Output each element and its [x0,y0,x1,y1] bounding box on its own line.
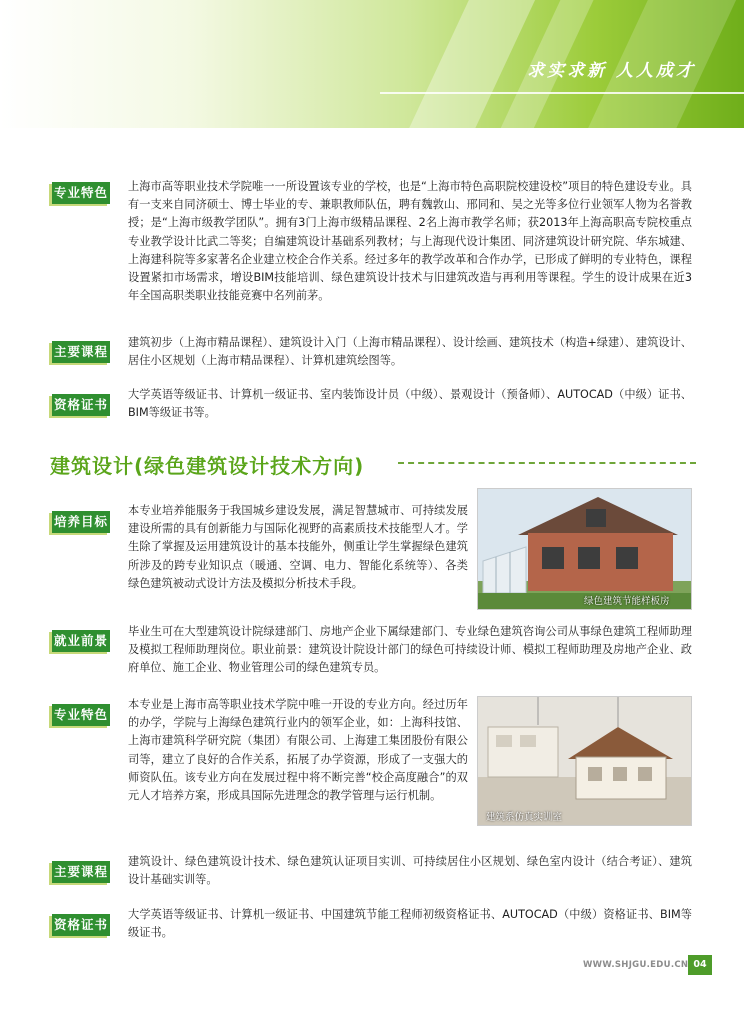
photo1-caption: 绿色建筑节能样板房 [584,596,670,607]
tag-features: 专业特色 [52,182,110,204]
employ-text: 毕业生可在大型建筑设计院绿建部门、房地产企业下属绿建部门、专业绿色建筑咨询公司从事绿色建筑工程师助理及模拟工程师助理岗位。职业前景：建筑设计院设计部门的绿色可持续设计师、模拟工程师助理及房地产企业、政府单位、施工企业、物业管理公司的绿色建筑专员。 [128,625,692,675]
cert2-text: 大学英语等级证书、计算机一级证书、中国建筑节能工程师初级资格证书、AUTOCAD（中级）资格证书、BIM等级证书。 [128,908,692,940]
motto: 求实求新 人人成才 [527,61,696,81]
studio-model-photo [477,696,692,826]
page-number: 04 [688,955,712,975]
banner-divider [380,92,744,94]
tag-employ: 就业前景 [52,630,110,652]
header-banner [0,0,744,128]
courses2-text: 建筑设计、绿色建筑设计技术、绿色建筑认证项目实训、可持续居住小区规划、绿色室内设计（结合考证）、建筑设计基础实训等。 [128,855,692,887]
goal-text: 本专业培养能服务于我国城乡建设发展，满足智慧城市、可持续发展建设所需的具有创新能力与国际化视野的高素质技术技能型人才。学生除了掌握及运用建筑设计的基本技能外，侧重让学生掌握绿色建筑所涉及的跨专业知识点（暖通、空调、电力、智能化系统等）、各类绿色建筑被动式设计方法及模拟分析技术手段。 [128,504,468,590]
tag-cert-2: 资格证书 [52,914,110,936]
photo2-caption: 建筑系仿真实训室 [486,812,563,823]
tag-features-2: 专业特色 [52,704,110,726]
features2-text: 本专业是上海市高等职业技术学院中唯一开设的专业方向。经过历年的办学，学院与上海绿色建筑行业内的领军企业，如：上海科技馆、上海市建筑科学研究院（集团）有限公司、上海建工集团股份有限公司等，建立了良好的合作关系，拓展了办学资源，形成了一支强大的师资队伍。该专业方向在发展过程中将不断完善“校企高度融合”的双元人才培养方案，形成具国际先进理念的教学管理与运行机制。 [128,698,468,803]
tag-courses: 主要课程 [52,341,110,363]
green-building-photo [477,488,692,610]
tag-cert: 资格证书 [52,394,110,416]
house-illustration [478,489,691,609]
section-heading: 建筑设计(绿色建筑设计技术方向) [50,454,365,478]
features-text: 上海市高等职业技术学院唯一一所设置该专业的学校，也是“上海市特色高职院校建设校”项目的特色建设专业。具有一支来自同济硕士、博士毕业的专、兼职教师队伍，聘有魏敦山、邢同和、吴之光等多位行业领军人物为名誉教授；是“上海市级教学团队”。拥有3门上海市级精品课程、2名上海市教学名师；获2013年上海高职高专院校重点专业教学设计比武二等奖；自编建筑设计基础系列教材；与上海现代设计集团、同济建筑设计研究院、华东城建、上海建科院等多家著名企业建立校企合作关系。经过多年的教学改革和合作办学，已形成了鲜明的专业特色，课程设置紧扣市场需求，增设BIM技能培训、绿色建筑设计技术与旧建筑改造与再利用等课程。学生的设计成果在近3年全国高职类职业技能竞赛中名列前茅。 [128,180,692,303]
courses-text: 建筑初步（上海市精品课程）、建筑设计入门（上海市精品课程）、设计绘画、建筑技术（构造+绿建）、建筑设计、居住小区规划（上海市精品课程）、计算机建筑绘图等。 [128,336,692,368]
cert-text: 大学英语等级证书、计算机一级证书、室内装饰设计员（中级）、景观设计（预备师）、AUTOCAD（中级）证书、BIM等级证书等。 [128,388,692,420]
tag-goal: 培养目标 [52,511,110,533]
heading-dash-line [398,462,696,464]
footer-url: WWW.SHJGU.EDU.CN [583,960,689,970]
tag-courses-2: 主要课程 [52,861,110,883]
studio-illustration [478,697,691,825]
